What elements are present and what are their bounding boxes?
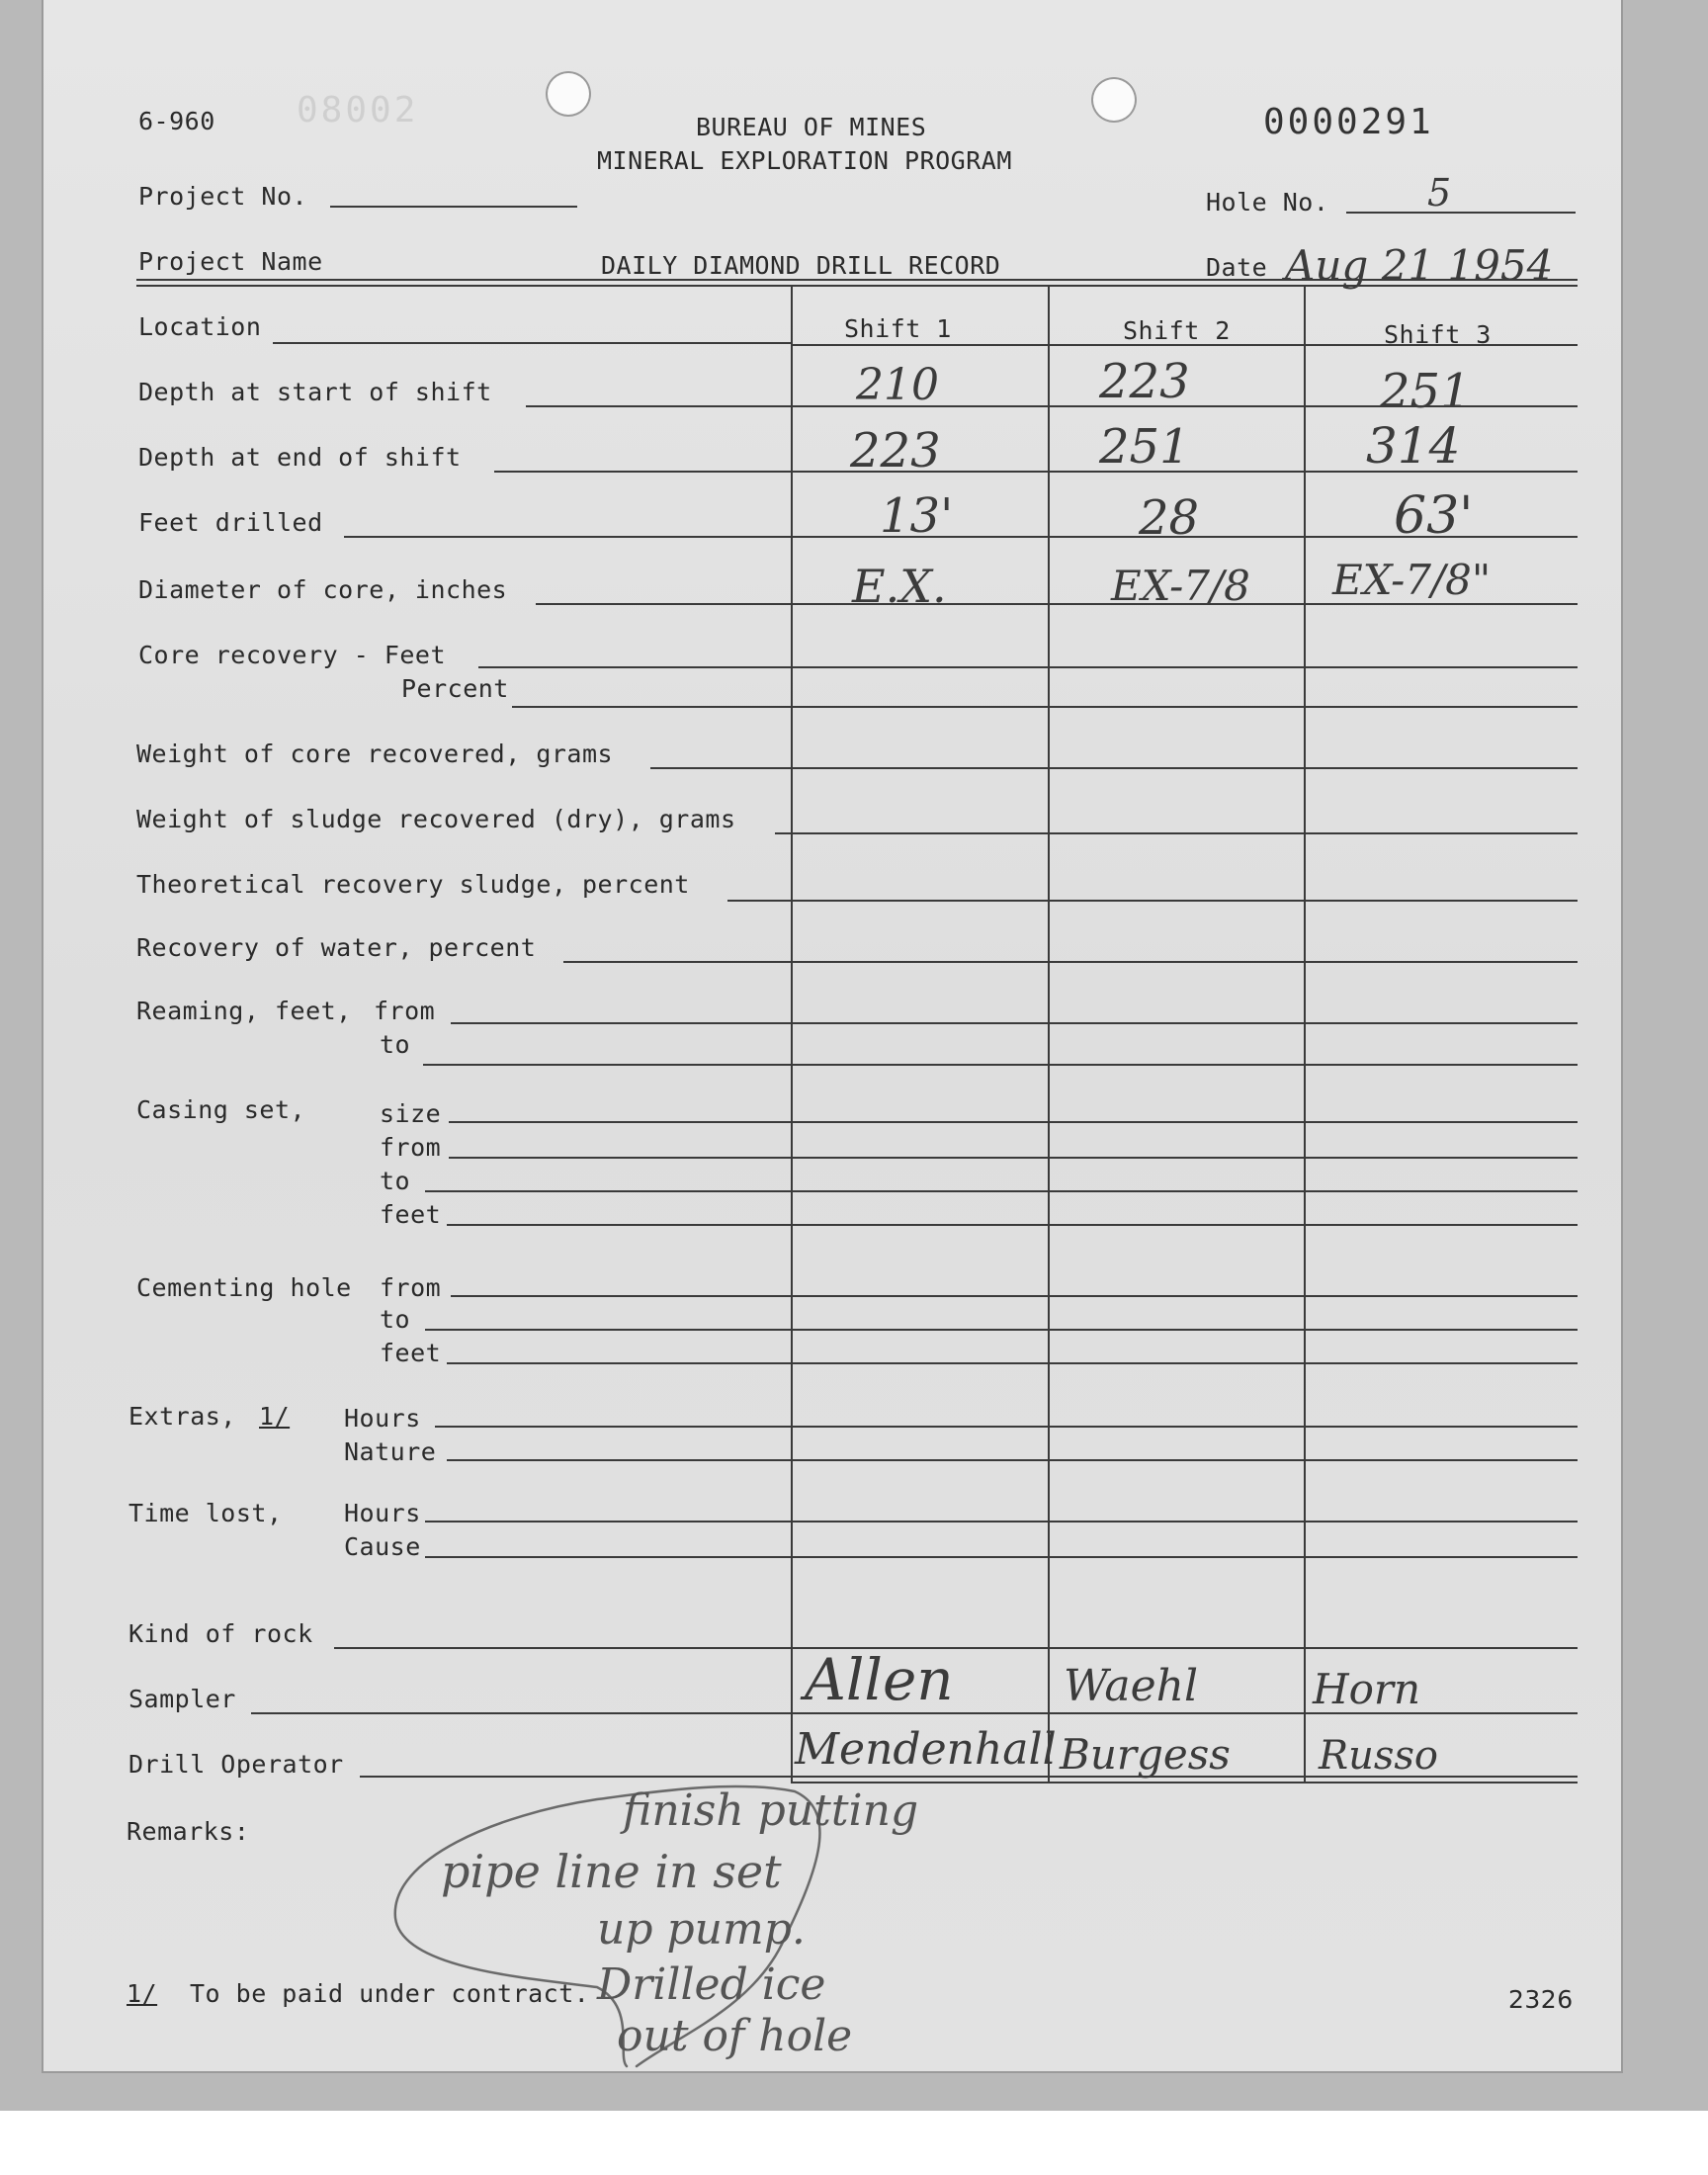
sampler-label: Sampler [128, 1685, 236, 1713]
reaming-to-label: to [380, 1030, 411, 1059]
faint-stamp: 08002 [297, 90, 419, 130]
casing-size-label: size [380, 1099, 442, 1128]
page-number: 2326 [1508, 1985, 1574, 2014]
shift-1-header: Shift 1 [844, 314, 952, 343]
diameter-label: Diameter of core, inches [138, 575, 508, 604]
drill-operator-shift-3: Russo [1319, 1733, 1439, 1779]
cementing-feet-label: feet [380, 1339, 442, 1367]
feet-drilled-shift-2: 28 [1139, 490, 1200, 546]
footnote-text: To be paid under contract. [190, 1979, 590, 2008]
casing-label: Casing set, [136, 1095, 306, 1124]
extras-nature-label: Nature [344, 1437, 437, 1466]
sampler-shift-3: Horn [1313, 1665, 1421, 1713]
depth-end-label: Depth at end of shift [138, 443, 462, 472]
reaming-label: Reaming, feet, [136, 997, 352, 1025]
project-name-label: Project Name [138, 247, 323, 276]
weight-core-label: Weight of core recovered, grams [136, 740, 614, 768]
remarks-line-3: up pump. [597, 1904, 806, 1955]
casing-feet-label: feet [380, 1200, 442, 1229]
depth-start-shift-2: 223 [1099, 354, 1190, 409]
feet-drilled-shift-3: 63' [1394, 486, 1474, 546]
project-no-label: Project No. [138, 182, 308, 211]
drill-operator-shift-2: Burgess [1060, 1730, 1231, 1779]
drill-record-form [43, 0, 1621, 2071]
drill-operator-shift-1: Mendenhall [795, 1724, 1057, 1775]
remarks-label: Remarks: [127, 1817, 250, 1846]
depth-start-label: Depth at start of shift [138, 378, 492, 406]
cementing-from-label: from [380, 1273, 442, 1302]
depth-end-shift-2: 251 [1099, 419, 1190, 475]
diameter-shift-3: EX-7/8" [1332, 556, 1492, 604]
feet-drilled-label: Feet drilled [138, 508, 323, 537]
form-title: DAILY DIAMOND DRILL RECORD [601, 251, 1001, 280]
reaming-from-label: from [374, 997, 436, 1025]
hole-no-value: 5 [1427, 171, 1452, 215]
time-lost-label: Time lost, [128, 1499, 283, 1527]
recovery-water-label: Recovery of water, percent [136, 933, 537, 962]
date-label: Date [1206, 253, 1268, 282]
location-label: Location [138, 312, 262, 341]
form-number: 6-960 [138, 107, 215, 135]
depth-start-shift-3: 251 [1380, 364, 1471, 419]
sampler-shift-1: Allen [805, 1646, 954, 1713]
core-recovery-label: Core recovery - Feet [138, 641, 447, 669]
cementing-to-label: to [380, 1305, 411, 1334]
depth-end-shift-1: 223 [850, 423, 941, 478]
cementing-label: Cementing hole [136, 1273, 352, 1302]
depth-start-shift-1: 210 [856, 360, 939, 410]
hole-no-label: Hole No. [1206, 188, 1329, 217]
diameter-shift-2: EX-7/8 [1111, 562, 1250, 610]
casing-from-label: from [380, 1133, 442, 1162]
drill-operator-label: Drill Operator [128, 1750, 344, 1779]
time-lost-cause-label: Cause [344, 1532, 421, 1561]
weight-sludge-label: Weight of sludge recovered (dry), grams [136, 805, 736, 833]
kind-of-rock-label: Kind of rock [128, 1619, 313, 1648]
footnote-mark: 1/ [127, 1979, 158, 2008]
extras-label: Extras, [128, 1402, 236, 1431]
date-value: Aug 21 1954 [1285, 241, 1554, 290]
extras-footnote-mark: 1/ [259, 1402, 291, 1431]
diameter-shift-1: E.X. [852, 560, 947, 613]
feet-drilled-shift-1: 13' [880, 488, 954, 544]
remarks-outline [43, 0, 1621, 2071]
time-lost-hours-label: Hours [344, 1499, 421, 1527]
depth-end-shift-3: 314 [1366, 417, 1461, 475]
remarks-line-2: pipe line in set [441, 1845, 782, 1898]
serial-number-stamp: 0000291 [1263, 102, 1434, 142]
core-recovery-percent-label: Percent [401, 674, 509, 703]
casing-to-label: to [380, 1167, 411, 1195]
sampler-shift-2: Waehl [1064, 1661, 1199, 1711]
program-name: MINERAL EXPLORATION PROGRAM [597, 146, 1012, 175]
remarks-line-1: finish putting [623, 1785, 919, 1836]
shift-3-header: Shift 3 [1384, 320, 1492, 349]
remarks-line-5: out of hole [617, 2011, 853, 2061]
extras-hours-label: Hours [344, 1404, 421, 1433]
agency-name: BUREAU OF MINES [696, 113, 927, 141]
remarks-line-4: Drilled ice [597, 1959, 826, 2010]
shift-2-header: Shift 2 [1123, 316, 1231, 345]
theoretical-label: Theoretical recovery sludge, percent [136, 870, 690, 899]
